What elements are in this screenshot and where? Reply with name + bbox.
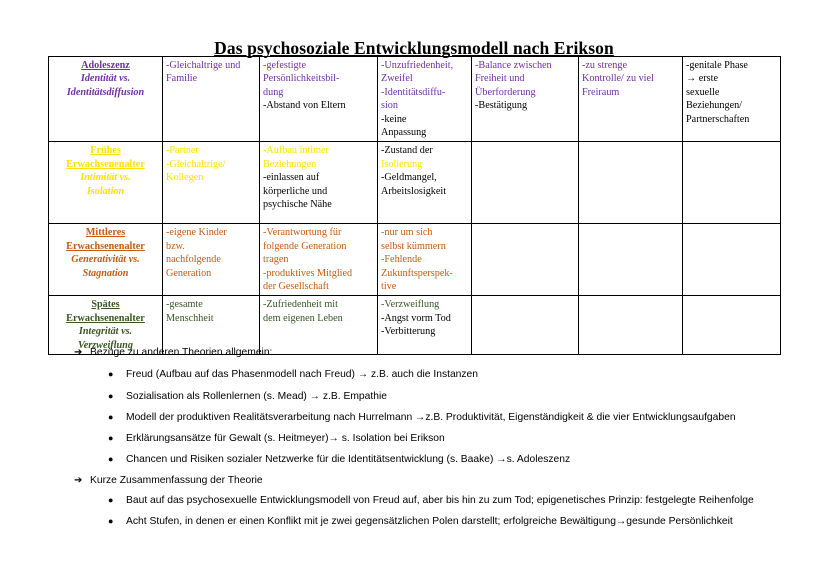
erikson-table [48,56,781,355]
list-item-text: Erklärungsansätze für Gewalt (s. Heitmeyer)→ s. Isolation bei Erikson [126,433,445,444]
table-row [49,224,781,296]
cell-text: Überforderung [475,86,536,98]
cell-text: bzw. [166,240,185,252]
cell-text: Partnerschaften [686,113,750,125]
cell-text: -Zustand der [381,145,433,157]
section-heading [74,347,272,358]
heading-text: Bezüge zu anderen Theorien allgemein: [90,347,273,358]
list-item [108,495,754,506]
cell-text: -Aufbau intimer [263,145,329,157]
cell-text: Menschheit [166,312,214,324]
table-cell [683,224,781,296]
stage-conflict: Integrität vs. [78,326,133,338]
cell-text: Beziehungen [263,158,317,170]
table-cell [378,224,472,296]
table-cell [579,57,683,142]
list-item [108,391,387,402]
cell-text: dung [263,86,284,98]
table-row [49,57,781,142]
stage-conflict: Intimität vs. [80,172,131,184]
cell-text: Beziehungen/ [686,100,743,112]
cell-text: -Gleichaltrige und [166,60,241,71]
table-cell [163,296,260,355]
page-title: Das psychosoziale Entwicklungsmodell nach Erikson [214,38,614,58]
cell-text: -Identitätsdiffu- [381,86,446,98]
cell-text: Freiheit und [475,73,525,85]
table-cell [579,296,683,355]
cell-text: Zweifel [381,73,413,85]
table-cell [163,224,260,296]
cell-text: -gefestigte [263,60,306,71]
stage-cell [49,57,163,142]
stage-name: Erwachsenenalter [66,312,145,324]
stage-conflict: Identitätsdiffusion [66,86,145,98]
list-item-text: Chancen und Risiken sozialer Netzwerke für die Identitätsentwicklung (s. Baake) →s. Adoleszenz [126,454,571,465]
stage-name: Frühes [90,145,121,157]
cell-text: -Unzufriedenheit, [381,60,454,71]
table-cell [163,57,260,142]
cell-text: Freiraum [582,86,620,98]
bullet-icon: ● [108,495,114,505]
list-item-text: Acht Stufen, in denen er einen Konflikt mit je zwei gegensätzlichen Polen darstellt; erfolgreiche Bewältigung→gesunde Persönlichkeit [126,516,733,527]
table-cell [163,142,260,224]
table-cell [683,142,781,224]
cell-text: -genitale Phase [686,60,748,71]
cell-text: selbst kümmern [381,240,446,252]
table-row [49,296,781,355]
cell-text: -eigene Kinder [166,227,227,239]
list-item [108,516,733,527]
cell-text: -produktives Mitglied [263,267,353,279]
stage-name: Erwachsenenalter [66,240,145,252]
list-item [108,412,736,423]
list-item [108,369,478,380]
table-cell [260,224,378,296]
table-cell [579,142,683,224]
table-cell [579,224,683,296]
cell-text: sion [381,100,398,112]
list-item [108,454,570,465]
cell-text: körperliche und [263,185,328,197]
cell-text: → erste [686,73,718,85]
cell-text: -einlassen auf [263,172,320,184]
stage-cell [49,224,163,296]
cell-text: Anpassung [381,127,427,139]
cell-text: -Verbitterung [381,326,436,338]
cell-text: Arbeitslosigkeit [381,185,447,197]
cell-text: -Angst vorm Tod [381,312,451,324]
stage-cell [49,296,163,355]
cell-text: Generation [166,267,212,279]
cell-text: Kollegen [166,172,204,184]
bullet-icon: ● [108,516,114,526]
list-item-text: Baut auf das psychosexuelle Entwicklungsmodell von Freud auf, aber bis hin zu zum Tod; epigenetisches Prinzip: festgelegte Reihenfolge [126,495,754,506]
table-cell [472,296,579,355]
stage-conflict: Stagnation [82,267,129,279]
cell-text: Persönlichkeitsbil- [263,73,340,85]
stage-name: Erwachsenenalter [66,158,145,170]
bullet-icon: ● [108,391,114,401]
cell-text: -Verzweiflung [381,299,440,311]
cell-text: -Verantwortung für [263,227,342,239]
cell-text: tive [381,281,397,293]
table-cell [472,224,579,296]
cell-text: nachfolgende [166,254,221,266]
stage-name: Spätes [91,299,120,311]
cell-text: sexuelle [686,86,720,98]
stage-name: Adoleszenz [81,60,130,71]
table-cell [378,57,472,142]
cell-text: Familie [166,73,198,85]
cell-text: -Geldmangel, [381,172,437,184]
arrow-right-icon: ➔ [74,475,83,486]
stage-conflict: Isolation [86,185,125,197]
heading-text: Kurze Zusammenfassung der Theorie [90,475,263,486]
table-cell [260,296,378,355]
list-item-text: Modell der produktiven Realitätsverarbeitung nach Hurrelmann →z.B. Produktivität, Eigenständigkeit & die vier Entwicklungsaufgaben [126,412,736,423]
cell-text: dem eigenen Leben [263,312,343,324]
stage-cell [49,142,163,224]
cell-text: folgende Generation [263,240,347,252]
list-item [108,433,445,444]
cell-text: -Bestätigung [475,100,528,112]
table-cell [683,296,781,355]
cell-text: tragen [263,254,289,266]
table-cell [260,142,378,224]
cell-text: -Partner [166,145,199,157]
cell-text: -keine [381,113,407,125]
cell-text: -Zufriedenheit mit [263,299,338,311]
bullet-icon: ● [108,412,114,422]
cell-text: psychische Nähe [263,199,332,211]
section-heading [74,475,263,486]
cell-text: -nur um sich [381,227,433,239]
bullet-icon: ● [108,433,114,443]
cell-text: Zukunftsperspek- [381,267,453,279]
list-item-text: Sozialisation als Rollenlernen (s. Mead) → z.B. Empathie [126,391,387,402]
cell-text: Isolierung [381,158,423,170]
cell-text: -Balance zwischen [475,60,552,71]
table-cell [378,296,472,355]
cell-text: -gesamte [166,299,203,311]
stage-conflict: Identität vs. [80,73,131,85]
table-cell [260,57,378,142]
table-cell [378,142,472,224]
stage-conflict: Generativität vs. [71,254,140,266]
cell-text: Kontrolle/ zu viel [582,73,654,85]
list-item-text: Freud (Aufbau auf das Phasenmodell nach Freud) → z.B. auch die Instanzen [126,369,479,380]
stage-name: Mittleres [85,227,126,239]
stage-conflict: Verzweiflung [78,339,133,351]
bullet-icon: ● [108,454,114,464]
cell-text: -Abstand von Eltern [263,100,346,112]
arrow-right-icon: ➔ [74,347,83,358]
cell-text: -Fehlende [381,254,422,266]
table-cell [472,142,579,224]
table-cell [472,57,579,142]
bullet-icon: ● [108,369,114,379]
cell-text: -Gleichaltrige/ [166,158,226,170]
table-row [49,142,781,224]
cell-text: -zu strenge [582,60,627,71]
cell-text: der Gesellschaft [263,281,329,293]
table-cell [683,57,781,142]
